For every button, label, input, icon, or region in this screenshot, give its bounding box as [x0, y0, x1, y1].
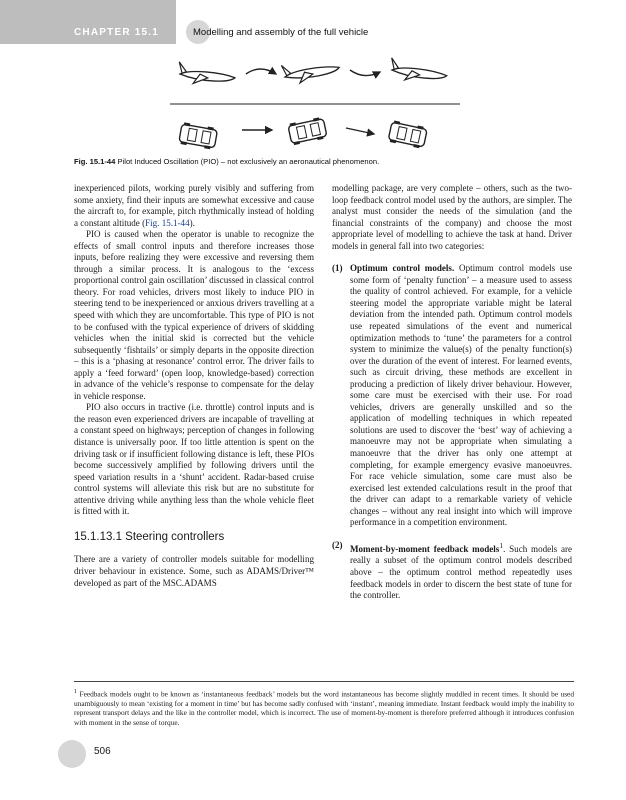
right-column — [332, 183, 572, 602]
footnote — [74, 688, 574, 727]
list-item-title: Moment-by-moment feedback models — [350, 543, 500, 554]
footnote-divider — [74, 681, 574, 682]
arrow-icon — [346, 128, 374, 134]
car-icon — [388, 120, 428, 149]
footnote-text: Feedback models ought to be known as ‘instantaneous feedback’ models but the word instantaneous has become slightly muddled in recent times. It should be used unambiguously to mean ‘existing for a moment in time’ but has become sadly confused with ‘instant’, meaning immediate. Instant feedback would imply the inability to represent transport delays and the like in the controller model, which is incorrect. The use of moment-by-moment is therefore preferred although it introduces confusion with moment in the sense of torque. — [74, 689, 574, 727]
footnote-marker: 1 — [499, 540, 504, 550]
arrow-icon — [246, 69, 276, 74]
paragraph: PIO is caused when the operator is unable to recognize the effects of small control inputs and therefore increases those inputs, before realizing they were excessive and reversing them through a similar process. It is analogous to the ‘excess proportional control gain oscillation’ discussed in classical control theory. For road vehicles, drivers most likely to induce PIO in steering tend to be inexperienced or anxious drivers travelling at a speed with which they are uncomfortable. This type of PIO is not to be confused with the typical experience of drivers of skidding vehicles when the initial skid is corrected but the vehicle subsequently ‘fishtails’ or simply departs in the opposite direction – this is a ‘phasing at resonance’ control error. The driver fails to apply a ‘feed forward’ (open loop, knowledge-based) correction in advance of the vehicle’s response to compensate for the delay in vehicle response. — [74, 229, 314, 401]
chapter-title: Modelling and assembly of the full vehicle — [193, 27, 369, 38]
list-item-text: . Such models are really a subset of the optimum control models described above – the optimum control method repeatedly uses feedback models in order to discern the best state of tune for the controller. — [350, 543, 572, 601]
arrow-icon — [350, 70, 380, 76]
paragraph: There are a variety of controller models suitable for modelling driver behaviour in existence. Some, such as ADAMS/Driver™ developed as part of the MSC.ADAMS — [74, 554, 314, 588]
list-item-text: Optimum control models use some form of ‘penalty function’ – a measure used to assess the quality of control achieved. For example, for a vehicle steering model the appropriate variable might be lateral deviation from the intended path. Optimum control models use repeated simulations of the event and numerical optimization methods to ‘tune’ the parameters for a control system to minimize the value(s) of the penalty function(s) over the duration of the event of interest. For learned events, such as circuit driving, these methods are excellent in producing a prediction of likely driver behaviour. However, some care must be exercised with their use. For road vehicles, drivers are generally unskilled and so the application of modelling techniques in which repeated solutions are used to discover the ‘best’ way of achieving a manoeuvre may not be appropriate when simulating a manoeuvre that the driver has only one attempt at completing, for example emergency evasive manoeuvres. For race vehicle simulation, some care must also be exercised lest extended calculations result in the proof that the driver can adapt to a remarkable variety of vehicle changes – without any real insight into which will improve performance in a competition environment. — [350, 263, 572, 528]
paragraph: modelling package, are very complete – others, such as the two-loop feedback control model used by the authors, are simpler. The analyst must consider the needs of the simulation (and the financial constraints of the company) and choose the most appropriate level of modelling to achieve the task at hand. Driver models in general fall into two categories: — [332, 183, 572, 251]
car-icon — [288, 117, 328, 146]
aircraft-icon — [389, 58, 448, 86]
section-heading: 15.1.13.1 Steering controllers — [74, 530, 225, 543]
figure-reference-link[interactable]: Fig. 15.1-44 — [145, 217, 190, 228]
list-number: (1) — [332, 263, 343, 274]
figure-label: Fig. 15.1-44 — [74, 157, 116, 166]
aircraft-icon — [281, 57, 340, 85]
list-item — [332, 540, 572, 602]
figure-caption-text: Pilot Induced Oscillation (PIO) – not exclusively an aeronautical phenomenon. — [117, 157, 380, 166]
footnote-number: 1 — [74, 689, 78, 695]
left-column — [74, 183, 314, 589]
list-item — [332, 263, 572, 529]
figure-caption — [74, 157, 379, 166]
car-icon — [179, 122, 218, 150]
page-number: 506 — [94, 746, 111, 757]
pio-figure — [160, 52, 480, 152]
aircraft-icon — [177, 62, 236, 88]
list-number: (2) — [332, 539, 343, 550]
page-number-circle — [58, 740, 86, 768]
list-item-title: Optimum control models. — [350, 263, 455, 274]
chapter-label: CHAPTER 15.1 — [74, 27, 159, 38]
paragraph: PIO also occurs in tractive (i.e. throttle) control inputs and is the reason even experienced drivers are incapable of travelling at a constant speed on highways; perception of changes in following distance is universally poor. If too little attention is spent on the driving task or if insufficient following distance is left, these PIOs become successively amplified by following drivers until the speed variation results in a ‘shunt’ accident. Radar-based cruise control systems will alleviate this risk but are no substitute for attentive driving while anything less than the whole vehicle fleet is fitted with it. — [74, 402, 314, 517]
paragraph: inexperienced pilots, working purely visibly and suffering from some anxiety, find their inputs are somewhat excessive and cause the aircraft to, for example, pitch rhythmically instead of holding a constant altitude (Fig. 15.1-44). — [74, 183, 314, 228]
